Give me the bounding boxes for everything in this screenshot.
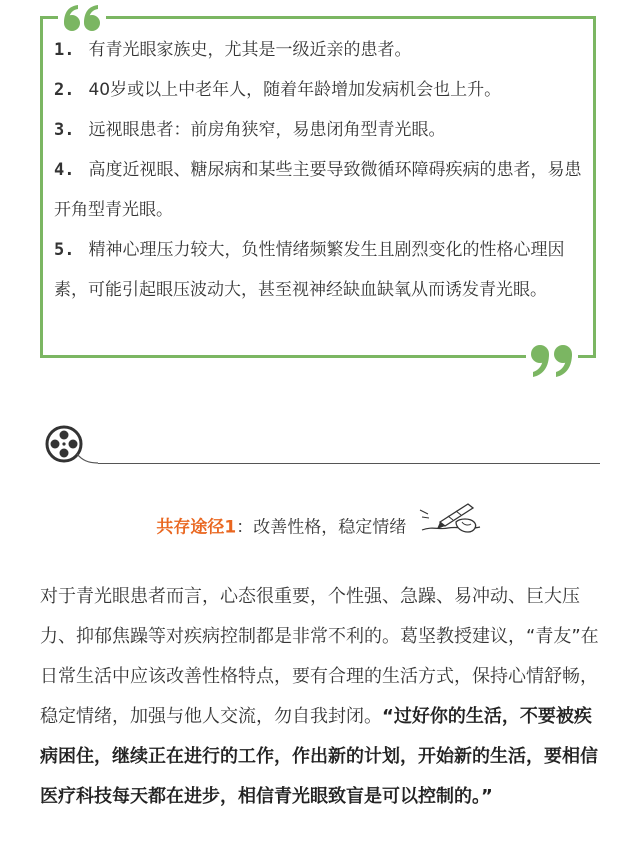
risk-factor-list (54, 30, 594, 310)
list-item (54, 230, 594, 310)
paragraph-bold-quote: “过好你的生活，不要被疾病困住，继续正在进行的工作，作出新的计划，开始新的生活，要相信医疗科技每天都在进步，相信青光眼致盲是可以控制的。” (40, 706, 598, 807)
section-divider (44, 424, 600, 466)
item-number: 4. (54, 160, 75, 180)
list-item (54, 70, 594, 110)
item-number: 1. (54, 40, 75, 60)
item-text: 远视眼患者：前房角狭窄，易患闭角型青光眼。 (88, 120, 446, 140)
film-reel-icon (44, 424, 104, 466)
divider-line (98, 463, 600, 464)
list-item (54, 30, 594, 70)
section-heading (0, 500, 640, 544)
list-item (54, 110, 594, 150)
item-text: 40岁或以上中老年人，随着年龄增加发病机会也上升。 (88, 80, 502, 100)
item-text: 精神心理压力较大，负性情绪频繁发生且剧烈变化的性格心理因素，可能引起眼压波动大，甚至视神经缺血缺氧从而诱发青光眼。 (54, 240, 565, 300)
pen-writing-icon (418, 500, 484, 555)
heading-accent: 共存途径1 (156, 517, 237, 538)
paragraph-text: 对于青光眼患者而言，心态很重要，个性强、急躁、易冲动、巨大压力、抑郁焦躁等对疾病控制都是非常不利的。葛坚教授建议，“青友”在日常生活中应该改善性格特点，要有合理的生活方式，保持心情舒畅，稳定情绪，加强与他人交流，勿自我封闭。 (40, 586, 599, 727)
list-item (54, 150, 594, 230)
item-number: 2. (54, 80, 75, 100)
close-quote-icon (526, 342, 578, 384)
item-number: 5. (54, 240, 75, 260)
item-text: 有青光眼家族史，尤其是一级近亲的患者。 (88, 40, 412, 60)
item-number: 3. (54, 120, 75, 140)
body-paragraph (40, 577, 602, 817)
heading-text: ：改善性格，稳定情绪 (236, 517, 407, 538)
item-text: 高度近视眼、糖尿病和某些主要导致微循环障碍疾病的患者，易患开角型青光眼。 (54, 160, 582, 220)
